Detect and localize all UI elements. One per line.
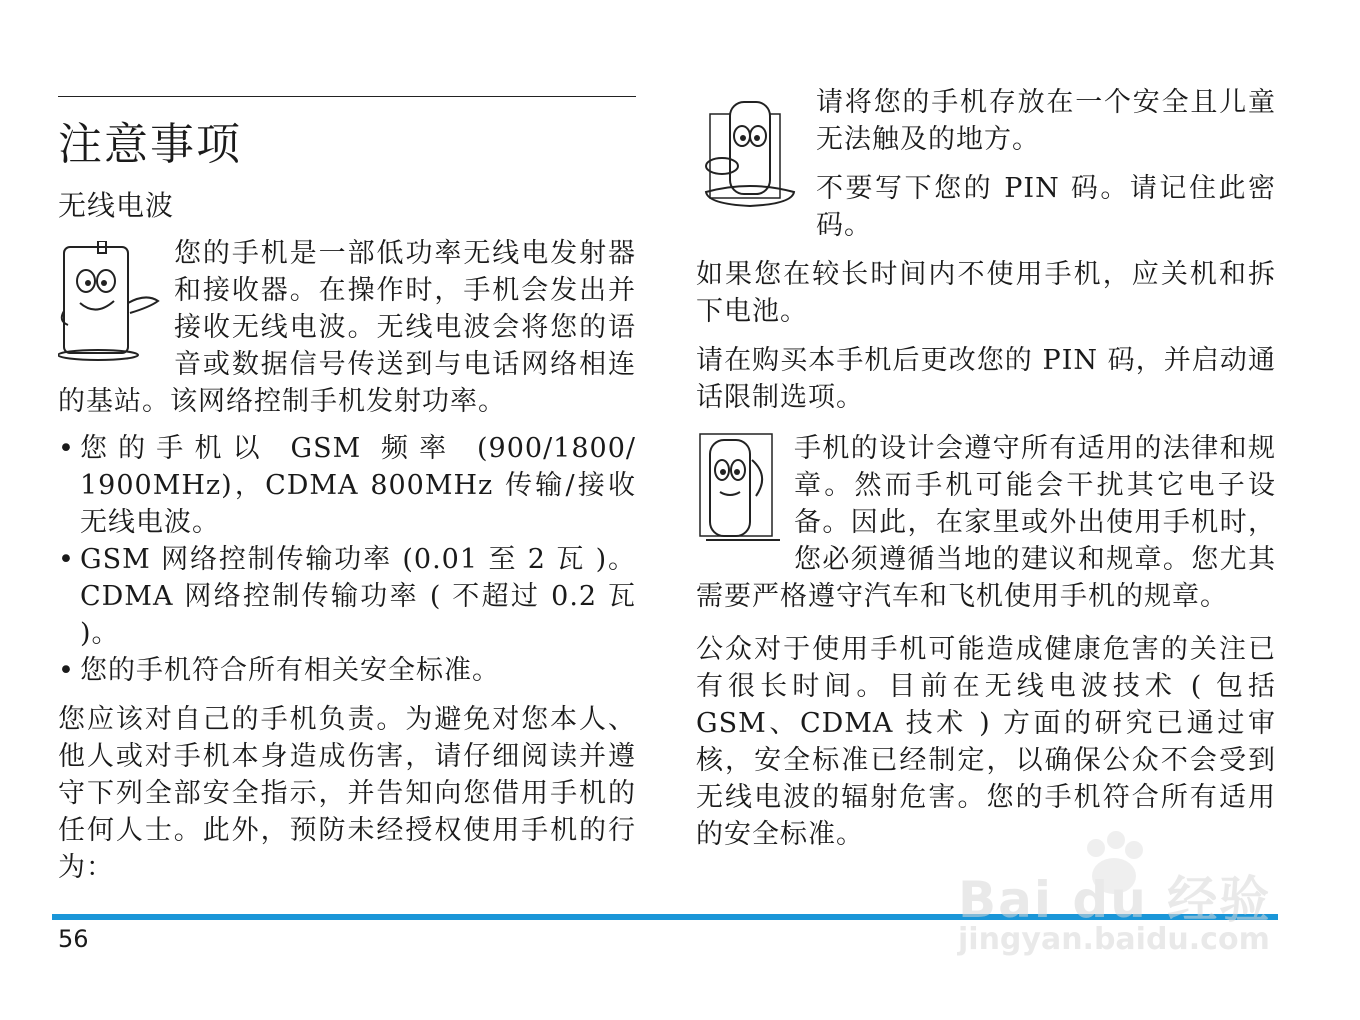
bullet-list — [58, 430, 636, 689]
phone-mascot-listening-icon — [696, 430, 782, 546]
laws-block — [696, 430, 1276, 615]
page-title: 注意事项 — [58, 119, 242, 170]
left-column — [58, 96, 636, 886]
bullet-first-line: • 您的手机以 GSM 频率 (900/1800/ — [80, 433, 636, 464]
laws-paragraph: 手机的设计会遵守所有适用的法律和规章。然而手机可能会干扰其它电子设备。因此，在家里或外出使用手机时，您必须遵循当地的建议和规章。您尤其需要严格遵守汽车和飞机使用手机的规章。 — [696, 433, 1276, 612]
right-column — [696, 84, 1276, 853]
bullet-rest: 1900MHz)，CDMA 800MHz 传输/接收无线电波。 — [80, 470, 636, 538]
watermark-brand: Bai du 经验 — [958, 871, 1272, 929]
section-title-radio-waves: 无线电波 — [58, 189, 175, 222]
top-rule — [58, 96, 636, 97]
list-item — [58, 430, 636, 541]
list-item: • GSM 网络控制传输功率 (0.01 至 2 瓦 )。CDMA 网络控制传输功率 ( 不超过 0.2 瓦 )。 — [58, 541, 636, 652]
watermark-url: jingyan.baidu.com — [958, 922, 1270, 957]
public-health-paragraph: 公众对于使用手机可能造成健康危害的关注已有很长时间。目前在无线电波技术 ( 包括 GSM、CDMA 技术 ) 方面的研究已通过审核，安全标准已经制定，以确保公众不会受到无线电波的辐射危害。您的手机符合所有适用的安全标准。 — [696, 634, 1276, 850]
pin-paragraph: 不要写下您的 PIN 码。请记住此密码。 — [816, 173, 1276, 241]
page-number: 56 — [58, 925, 89, 953]
list-item: • 您的手机符合所有相关安全标准。 — [58, 652, 636, 689]
intro-paragraph: 您的手机是一部低功率无线电发射器和接收器。在操作时，手机会发出并接收无线电波。无线电波会将您的语音或数据信号传送到与电话网络相连的基站。该网络控制手机发射功率。 — [58, 238, 636, 417]
change-pin-paragraph: 请在购买本手机后更改您的 PIN 码，并启动通话限制选项。 — [696, 345, 1276, 413]
battery-paragraph: 如果您在较长时间内不使用手机，应关机和拆下电池。 — [696, 259, 1276, 327]
phone-mascot-safe-icon — [696, 96, 804, 214]
baidu-watermark — [958, 830, 1288, 980]
responsibility-paragraph: 您应该对自己的手机负责。为避免对您本人、他人或对手机本身造成伤害，请仔细阅读并遵守下列全部安全指示，并告知向您借用手机的任何人士。此外，预防未经授权使用手机的行为： — [58, 704, 636, 883]
storage-paragraph: 请将您的手机存放在一个安全且儿童无法触及的地方。 — [816, 87, 1276, 155]
phone-mascot-pointing-icon — [58, 241, 162, 361]
